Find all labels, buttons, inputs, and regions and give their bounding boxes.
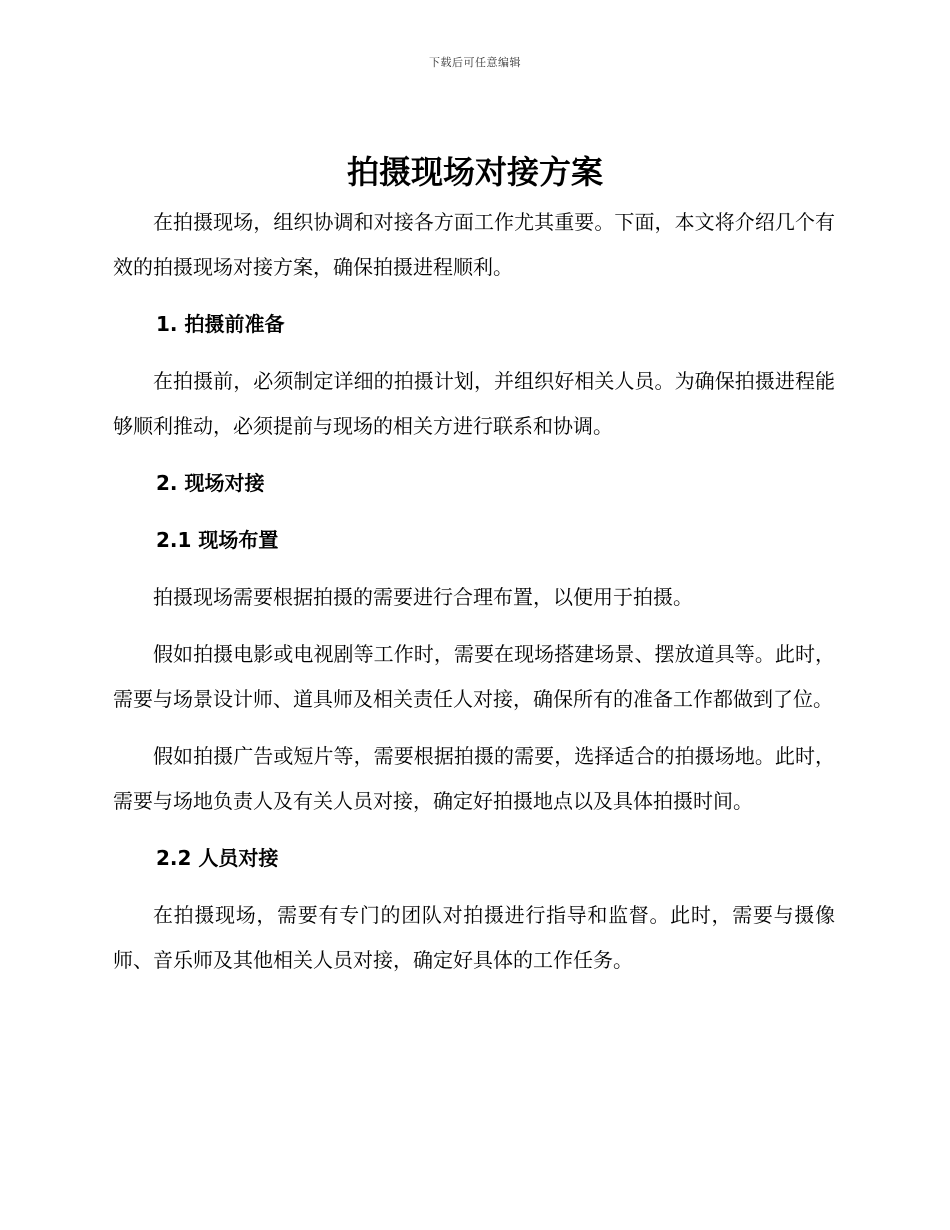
section-1-heading: 1. 拍摄前准备 [156, 312, 285, 336]
section-2-heading: 2. 现场对接 [156, 471, 265, 495]
section-1-paragraph: 在拍摄前，必须制定详细的拍摄计划，并组织好相关人员。为确保拍摄进程能够顺利推动，必须提前与现场的相关方进行联系和协调。 [113, 369, 835, 438]
section-2-1-paragraph-1: 拍摄现场需要根据拍摄的需要进行合理布置，以便用于拍摄。 [153, 585, 693, 609]
section-2-1-heading: 2.1 现场布置 [156, 528, 279, 552]
document-title: 拍摄现场对接方案 [346, 153, 603, 191]
section-2-1-paragraph-3: 假如拍摄广告或短片等，需要根据拍摄的需要，选择适合的拍摄场地。此时，需要与场地负责人及有关人员对接，确定好拍摄地点以及具体拍摄时间。 [113, 744, 835, 813]
header-note: 下载后可任意编辑 [429, 56, 521, 69]
document-body [113, 200, 835, 983]
section-2-2-paragraph: 在拍摄现场，需要有专门的团队对拍摄进行指导和监督。此时，需要与摄像师、音乐师及其他相关人员对接，确定好具体的工作任务。 [113, 903, 835, 972]
section-2-2-heading: 2.2 人员对接 [156, 846, 279, 870]
section-2-1-paragraph-2: 假如拍摄电影或电视剧等工作时，需要在现场搭建场景、摆放道具等。此时，需要与场景设计师、道具师及相关责任人对接，确保所有的准备工作都做到了位。 [113, 642, 835, 711]
intro-paragraph: 在拍摄现场，组织协调和对接各方面工作尤其重要。下面，本文将介绍几个有效的拍摄现场对接方案，确保拍摄进程顺利。 [113, 210, 835, 279]
